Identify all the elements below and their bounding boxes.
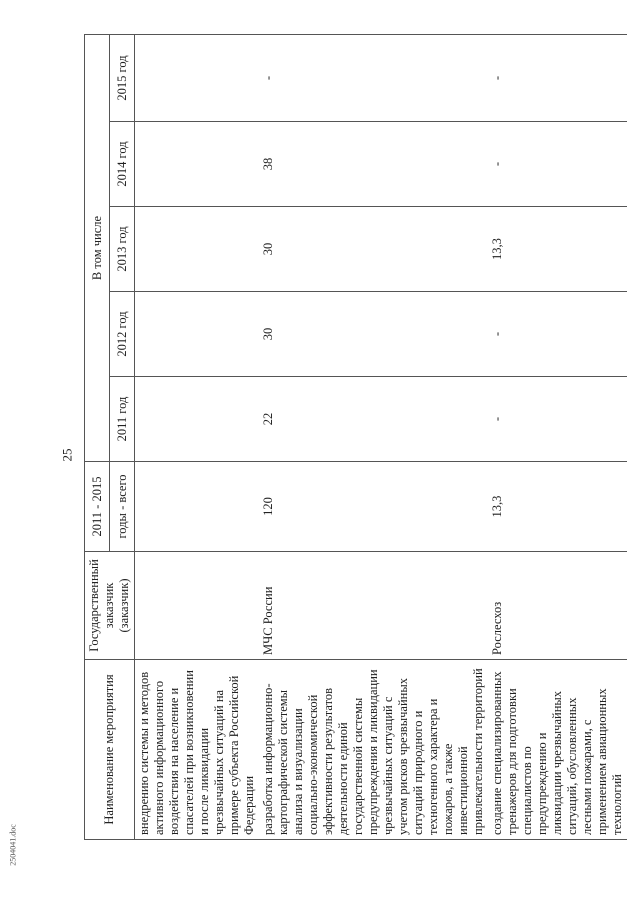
row-2012: 30 [259, 292, 488, 377]
header-name: Наименование мероприятия [85, 660, 135, 840]
page-number: 25 [59, 448, 75, 462]
header-2015: 2015 год [110, 35, 135, 122]
table-row [135, 35, 260, 840]
header-group: В том числе [85, 35, 110, 462]
row-2015: - [488, 35, 627, 122]
row-name: создание специализированных тренажеров для подготовки специалистов по предупреждению и ликвидации чрезвычайных ситуаций, обусловленных лесными пожарами, с применением авиационных технологий [488, 660, 627, 840]
row-total [135, 462, 260, 552]
row-total: 13,3 [488, 462, 627, 552]
header-2012: 2012 год [110, 292, 135, 377]
row-customer [135, 552, 260, 660]
table-row [259, 35, 488, 840]
row-name: разработка информационно-картографической системы анализа и визуализации социально-экономической эффективности результатов деятельности единой государственной системы предупреждения и ликвидации чрезвычайных ситуаций с учетом рисков чрезвычайных ситуаций природного и техногенного характера и пожаров, а также инвестиционной привлекательности территорий [259, 660, 488, 840]
rotated-table-container [84, 35, 624, 840]
document-footer: 2504041.doc [8, 824, 18, 866]
row-total: 120 [259, 462, 488, 552]
row-2011: - [488, 377, 627, 462]
row-2012 [135, 292, 260, 377]
header-customer: Государственный заказчик (заказчик) [85, 552, 135, 660]
header-2011: 2011 год [110, 377, 135, 462]
row-customer: Рослесхоз [488, 552, 627, 660]
table-row [488, 35, 627, 840]
header-total-top: 2011 - 2015 [85, 462, 110, 552]
row-2012: - [488, 292, 627, 377]
row-2013: 13,3 [488, 207, 627, 292]
row-2011 [135, 377, 260, 462]
row-2013 [135, 207, 260, 292]
row-2015 [135, 35, 260, 122]
row-name: внедрению системы и методов активного информационного воздействия на население и спасателей при возникновении и после ликвидации чрезвычайных ситуаций на примере субъекта Российской Федерации [135, 660, 260, 840]
row-2011: 22 [259, 377, 488, 462]
header-2013: 2013 год [110, 207, 135, 292]
row-2014: - [488, 122, 627, 207]
measures-table [84, 34, 627, 840]
header-2014: 2014 год [110, 122, 135, 207]
row-customer: МЧС России [259, 552, 488, 660]
row-2015: - [259, 35, 488, 122]
row-2014: 38 [259, 122, 488, 207]
row-2013: 30 [259, 207, 488, 292]
header-total-bottom: годы - всего [110, 462, 135, 552]
row-2014 [135, 122, 260, 207]
